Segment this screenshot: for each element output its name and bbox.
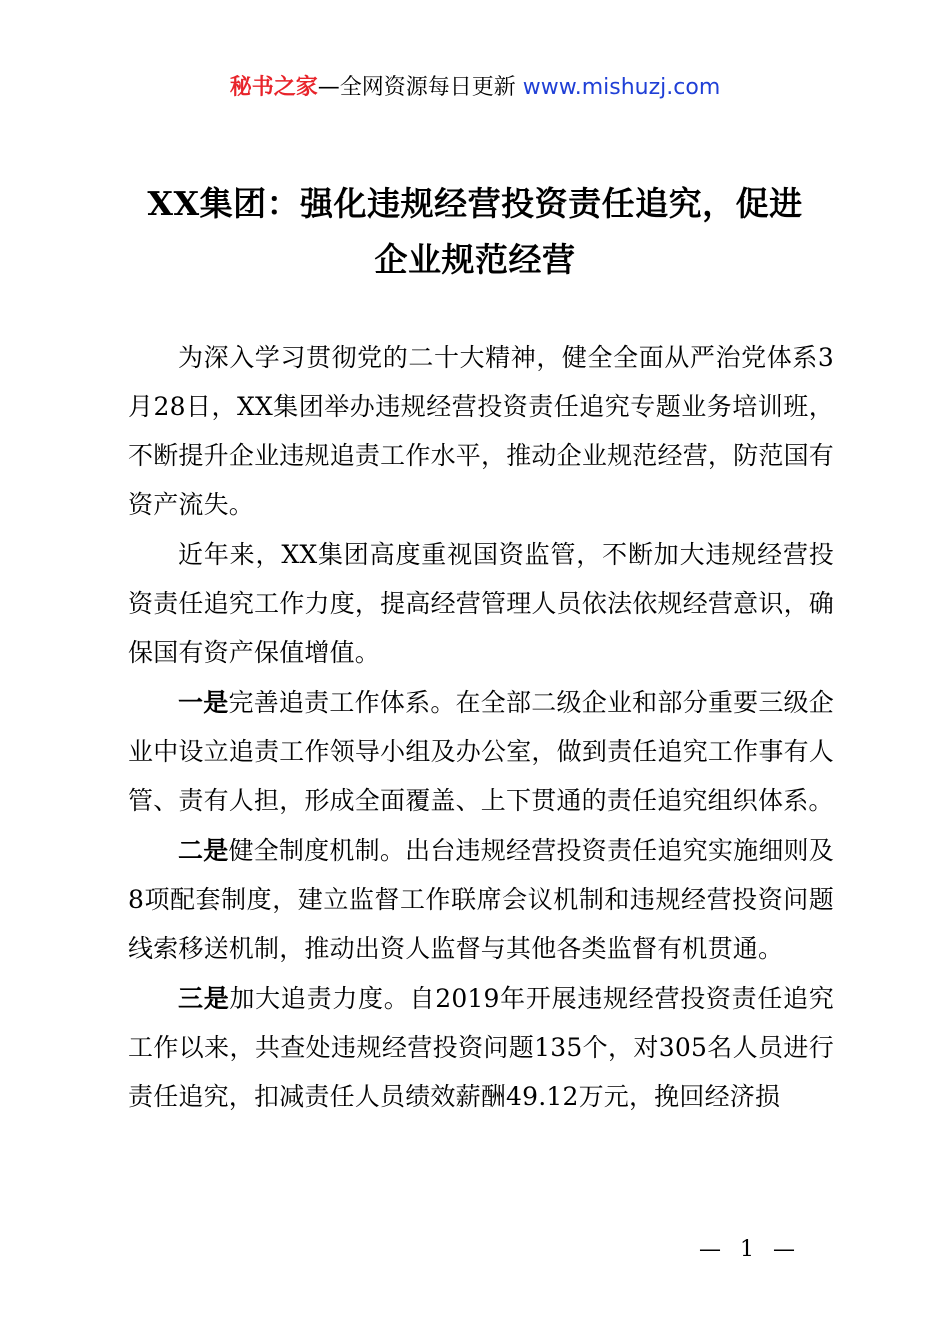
paragraph-text: 加大追责力度。自2019年开展违规经营投资责任追究工作以来，共查处违规经营投资问题135个，对305名人员进行责任追究，扣减责任人员绩效薪酬49.12万元，挽回经济损 — [128, 984, 835, 1111]
site-url-link[interactable]: www.mishuzj.com — [522, 75, 721, 100]
paragraph-lead: 二是 — [178, 836, 229, 865]
paragraph-lead: 三是 — [178, 984, 230, 1013]
page-number: — 1 — — [699, 1237, 801, 1262]
title-line-1: XX集团：强化违规经营投资责任追究，促进 — [147, 184, 803, 223]
paragraph-point-3 — [128, 974, 834, 1121]
paragraph-lead: 一是 — [178, 688, 229, 717]
paragraph-text: 为深入学习贯彻党的二十大精神，健全全面从严治党体系3月28日，XX集团举办违规经营投资责任追究专题业务培训班，不断提升企业违规追责工作水平，推动企业规范经营，防范国有资产流失。 — [128, 343, 834, 519]
site-banner — [0, 72, 950, 104]
paragraph-text: 近年来，XX集团高度重视国资监管，不断加大违规经营投资责任追究工作力度，提高经营管理人员依法依规经营意识，确保国有资产保值增值。 — [128, 540, 834, 667]
paragraph-text: 健全制度机制。出台违规经营投资责任追究实施细则及8项配套制度，建立监督工作联席会议机制和违规经营投资问题线索移送机制，推动出资人监督与其他各类监督有机贯通。 — [128, 836, 834, 963]
document-title — [120, 176, 830, 288]
title-line-2: 企业规范经营 — [374, 240, 576, 279]
paragraph-intro — [128, 333, 834, 529]
document-body — [128, 333, 834, 1122]
paragraph-point-1 — [128, 678, 834, 825]
site-brand: 秘书之家 — [229, 75, 318, 100]
site-slogan: —全网资源每日更新 — [317, 75, 516, 100]
paragraph-text: 完善追责工作体系。在全部二级企业和部分重要三级企业中设立追责工作领导小组及办公室，做到责任追究工作事有人管、责有人担，形成全面覆盖、上下贯通的责任追究组织体系。 — [128, 688, 834, 815]
paragraph-point-2 — [128, 826, 834, 973]
paragraph-background — [128, 530, 834, 677]
